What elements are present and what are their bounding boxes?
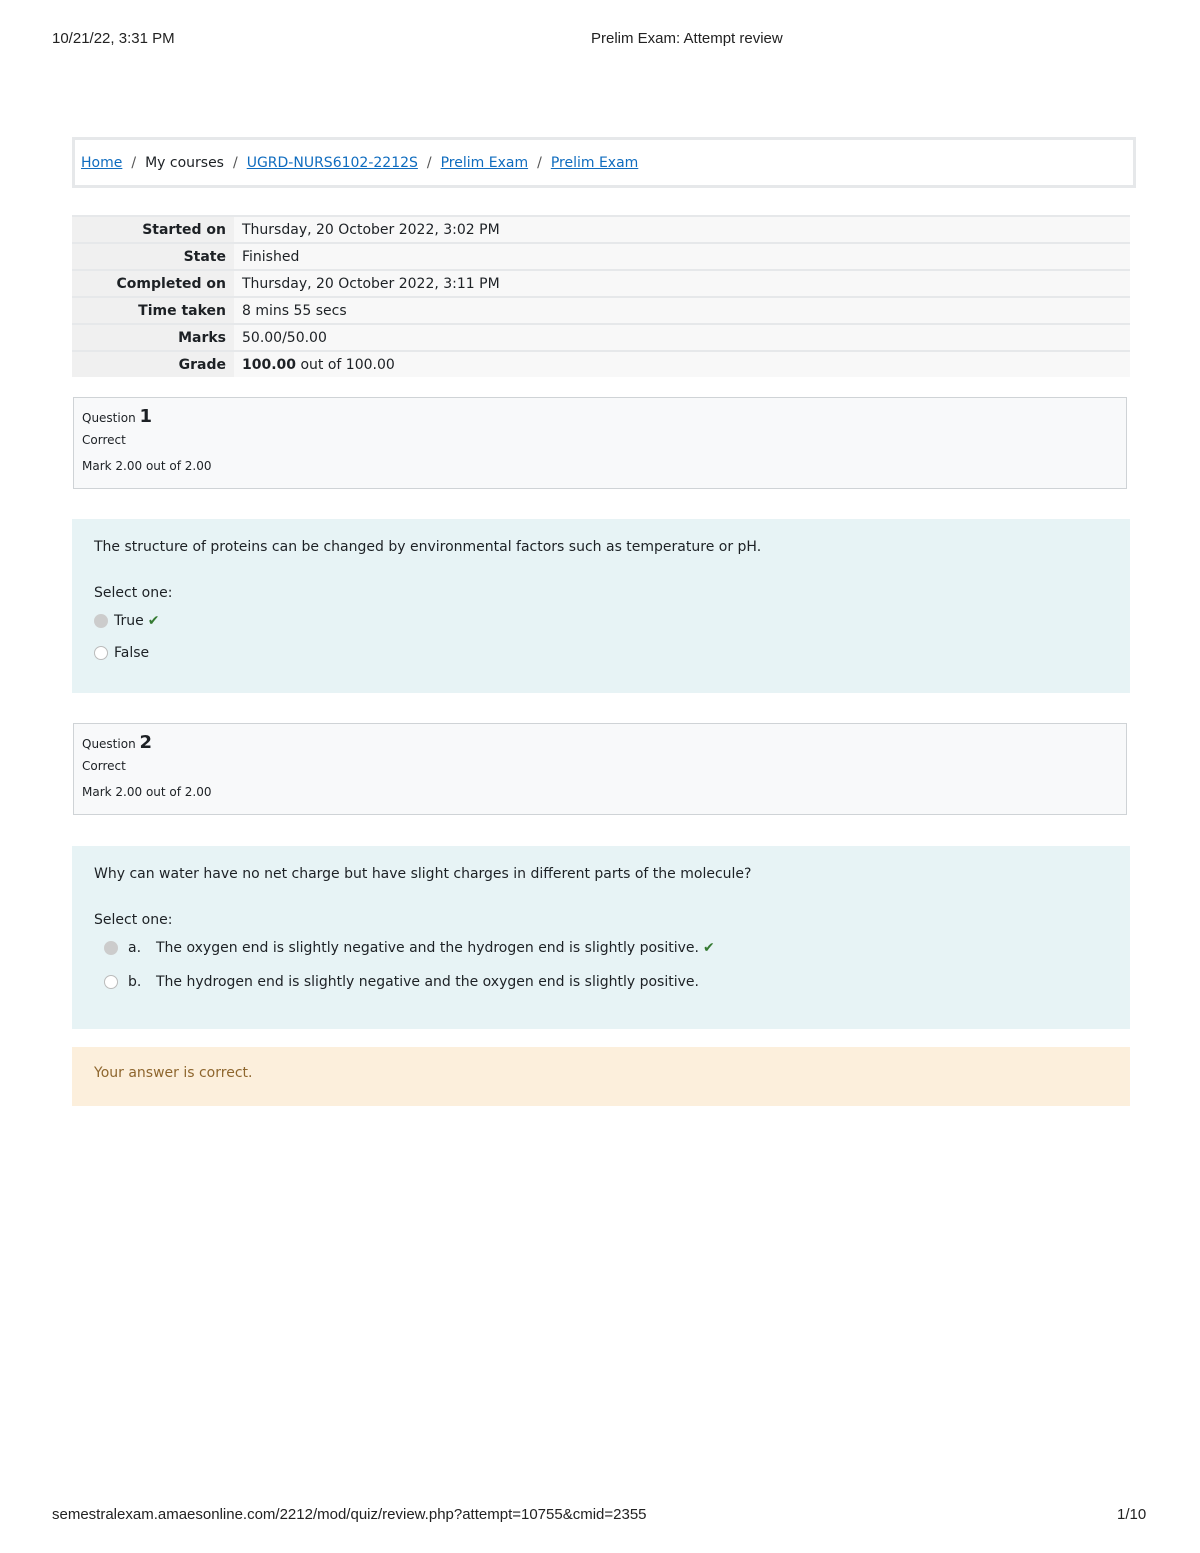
print-url: semestralexam.amaesonline.com/2212/mod/quiz/review.php?attempt=10755&cmid=2355 bbox=[52, 1506, 647, 1523]
option-label: False bbox=[114, 645, 150, 661]
radio-selected[interactable] bbox=[94, 614, 108, 628]
breadcrumb-section[interactable]: Prelim Exam bbox=[440, 154, 529, 171]
radio-unselected[interactable] bbox=[94, 646, 108, 660]
label: Started on bbox=[72, 216, 234, 243]
label: State bbox=[72, 243, 234, 270]
breadcrumb-my-courses: My courses bbox=[145, 154, 224, 171]
label: Completed on bbox=[72, 270, 234, 297]
option-b[interactable] bbox=[94, 974, 1108, 990]
option-label: The oxygen end is slightly negative and the hydrogen end is slightly positive. bbox=[156, 940, 699, 956]
question-text: Why can water have no net charge but have slight charges in different parts of the molecule? bbox=[94, 866, 752, 882]
table-row bbox=[72, 297, 1130, 324]
table-row bbox=[72, 243, 1130, 270]
radio-selected[interactable] bbox=[104, 941, 118, 955]
value: 50.00/50.00 bbox=[234, 324, 1130, 351]
label: Marks bbox=[72, 324, 234, 351]
question-2-info bbox=[73, 723, 1127, 815]
question-number: 1 bbox=[139, 406, 153, 427]
breadcrumb bbox=[72, 137, 1136, 188]
breadcrumb-home[interactable]: Home bbox=[81, 154, 123, 171]
table-row bbox=[72, 351, 1130, 377]
breadcrumb-quiz[interactable]: Prelim Exam bbox=[550, 154, 639, 171]
option-false[interactable] bbox=[94, 645, 1108, 661]
radio-unselected[interactable] bbox=[104, 975, 118, 989]
checkmark-icon: ✔ bbox=[147, 613, 160, 629]
value: Thursday, 20 October 2022, 3:11 PM bbox=[234, 270, 1130, 297]
print-title: Prelim Exam: Attempt review bbox=[591, 30, 783, 47]
question-2-content bbox=[72, 846, 1130, 1029]
question-label: Question bbox=[82, 737, 136, 751]
grade-value: 100.00 bbox=[242, 356, 297, 373]
table-row bbox=[72, 216, 1130, 243]
value: Finished bbox=[234, 243, 1130, 270]
value: Thursday, 20 October 2022, 3:02 PM bbox=[234, 216, 1130, 243]
option-label: The hydrogen end is slightly negative and the oxygen end is slightly positive. bbox=[156, 974, 699, 990]
question-mark: Mark 2.00 out of 2.00 bbox=[82, 785, 212, 799]
separator: / bbox=[426, 154, 432, 171]
select-prompt: Select one: bbox=[94, 912, 173, 928]
separator: / bbox=[537, 154, 542, 171]
option-letter: a. bbox=[128, 940, 142, 956]
print-datetime: 10/21/22, 3:31 PM bbox=[52, 30, 175, 47]
question-text: The structure of proteins can be changed by environmental factors such as temperature or pH. bbox=[94, 539, 762, 555]
separator: / bbox=[232, 154, 238, 171]
question-status: Correct bbox=[82, 759, 126, 773]
breadcrumb-course[interactable]: UGRD-NURS6102-2212S bbox=[246, 154, 418, 171]
label: Grade bbox=[72, 351, 234, 377]
value: 8 mins 55 secs bbox=[234, 297, 1130, 324]
label: Time taken bbox=[72, 297, 234, 324]
question-label: Question bbox=[82, 411, 136, 425]
option-a[interactable] bbox=[94, 940, 1108, 956]
table-row bbox=[72, 324, 1130, 351]
option-label: True bbox=[114, 613, 144, 629]
question-mark: Mark 2.00 out of 2.00 bbox=[82, 459, 212, 473]
select-prompt: Select one: bbox=[94, 585, 173, 601]
checkmark-icon: ✔ bbox=[702, 940, 715, 956]
feedback-message: Your answer is correct. bbox=[72, 1047, 1130, 1106]
separator: / bbox=[131, 154, 137, 171]
question-status: Correct bbox=[82, 433, 126, 447]
option-letter: b. bbox=[128, 974, 142, 990]
page-number: 1/10 bbox=[1117, 1506, 1147, 1523]
grade-out-of: out of 100.00 bbox=[300, 356, 395, 373]
question-1-info bbox=[73, 397, 1127, 489]
option-true[interactable] bbox=[94, 613, 1108, 629]
question-number: 2 bbox=[139, 732, 153, 753]
question-1-content bbox=[72, 519, 1130, 693]
value bbox=[234, 351, 1130, 377]
attempt-summary-table bbox=[72, 215, 1130, 377]
table-row bbox=[72, 270, 1130, 297]
